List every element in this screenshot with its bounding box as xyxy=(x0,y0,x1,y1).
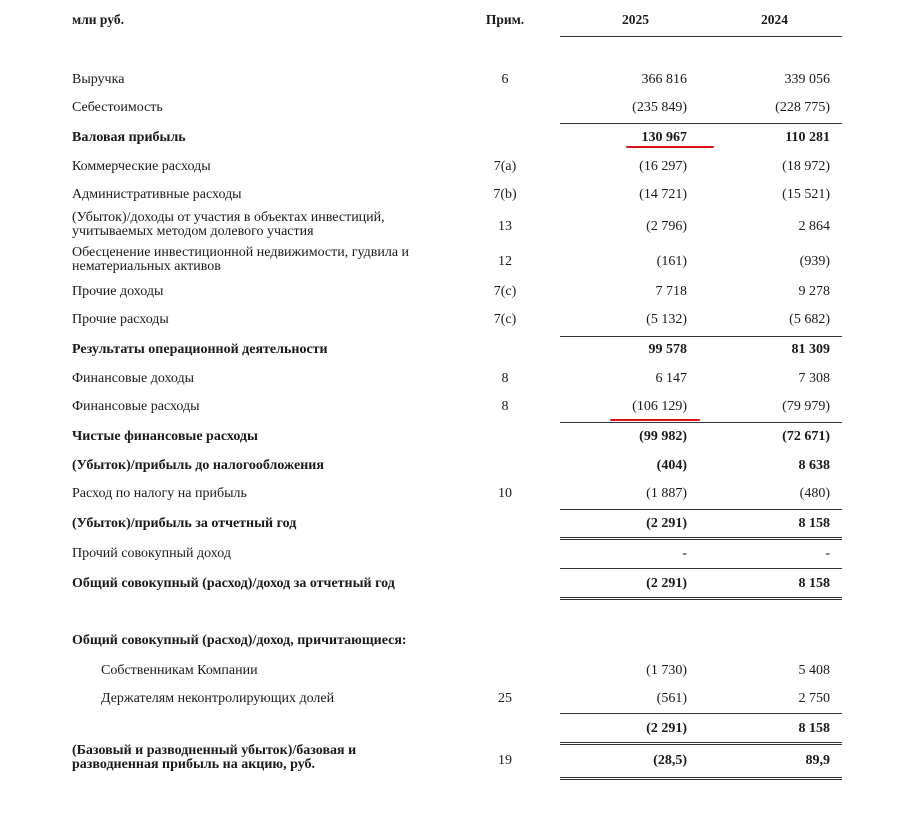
value-2024: 2 750 xyxy=(798,691,830,706)
value-2024: 81 309 xyxy=(791,342,830,357)
value-2024: 5 408 xyxy=(798,663,830,678)
row-label: Прочие доходы xyxy=(72,284,164,299)
row-label: Финансовые расходы xyxy=(72,399,200,414)
value-2024: 89,9 xyxy=(805,753,830,768)
value-2024: 110 281 xyxy=(785,130,830,145)
row-note: 7(c) xyxy=(493,284,517,299)
subtotal-rule xyxy=(560,336,842,337)
value-2025: 7 718 xyxy=(655,284,687,299)
row-note: 8 xyxy=(501,371,509,386)
value-2025: (235 849) xyxy=(632,100,687,115)
value-2024: (15 521) xyxy=(782,187,830,202)
double-rule xyxy=(560,597,842,600)
row-note: 7(b) xyxy=(493,187,517,202)
value-2025: (28,5) xyxy=(653,753,687,768)
table-row-other-comprehensive-income xyxy=(0,546,899,566)
double-rule xyxy=(560,537,842,540)
value-2024: - xyxy=(825,546,830,561)
value-2024: (480) xyxy=(799,486,830,501)
row-label: (Убыток)/прибыль до налогообложения xyxy=(72,458,324,473)
row-label-line-1: (Базовый и разводненный убыток)/базовая и xyxy=(72,743,357,758)
value-2024: 8 158 xyxy=(798,721,830,736)
value-2025: (1 887) xyxy=(646,486,687,501)
table-row-cost xyxy=(0,100,899,120)
row-label-line-1: (Убыток)/доходы от участия в объектах инвестиций, xyxy=(72,210,385,225)
row-label: Собственникам Компании xyxy=(101,663,258,678)
value-2025: (561) xyxy=(656,691,687,706)
value-2024: (79 979) xyxy=(782,399,830,414)
subtotal-rule xyxy=(560,568,842,569)
value-2025: (2 796) xyxy=(646,219,687,234)
subtotal-rule xyxy=(560,123,842,124)
value-2025: 130 967 xyxy=(641,130,687,145)
value-2024: 8 638 xyxy=(798,458,830,473)
row-label: Себестоимость xyxy=(72,100,163,115)
value-2025: (99 982) xyxy=(639,429,687,444)
value-2025: - xyxy=(682,546,687,561)
value-2025: (2 291) xyxy=(646,516,687,531)
table-row-owners xyxy=(0,663,899,683)
subtotal-rule xyxy=(560,422,842,423)
table-row-selling-expenses xyxy=(0,159,899,179)
row-label: Выручка xyxy=(72,72,125,87)
value-2024: (228 775) xyxy=(775,100,830,115)
value-2025: 6 147 xyxy=(655,371,687,386)
value-2024: (939) xyxy=(799,254,830,269)
row-label: Результаты операционной деятельности xyxy=(72,342,328,357)
table-row-total-comprehensive xyxy=(0,576,899,596)
red-underline-highlight xyxy=(610,419,700,421)
value-2024: 2 864 xyxy=(798,219,830,234)
value-2025: (1 730) xyxy=(646,663,687,678)
row-label xyxy=(72,211,472,239)
subtotal-rule xyxy=(560,509,842,510)
value-2024: 7 308 xyxy=(798,371,830,386)
table-row-finance-income xyxy=(0,371,899,391)
value-2025: (5 132) xyxy=(646,312,687,327)
table-row-pretax-result xyxy=(0,458,899,478)
value-2024: (5 682) xyxy=(789,312,830,327)
row-label xyxy=(72,246,472,274)
row-label: Держателям неконтролирующих долей xyxy=(101,691,335,706)
row-label: (Убыток)/прибыль за отчетный год xyxy=(72,516,297,531)
table-row-impairment xyxy=(0,246,899,276)
table-row-gross-profit xyxy=(0,130,899,150)
row-label-line-2: учитываемых методом долевого участия xyxy=(72,224,314,239)
table-row-other-income xyxy=(0,284,899,304)
table-row-attributable-heading xyxy=(0,633,899,653)
row-label: Административные расходы xyxy=(72,187,242,202)
row-note: 7(a) xyxy=(493,159,517,174)
value-2024: 8 158 xyxy=(798,516,830,531)
value-2025: (16 297) xyxy=(639,159,687,174)
row-label-line-1: Обесценение инвестиционной недвижимости, гудвила и xyxy=(72,245,410,260)
table-row-attributable-total xyxy=(0,721,899,741)
table-row-operating-results xyxy=(0,342,899,362)
row-note: 13 xyxy=(498,219,512,234)
row-label: Коммерческие расходы xyxy=(72,159,211,174)
row-label: Прочие расходы xyxy=(72,312,169,327)
subtotal-rule xyxy=(560,713,842,714)
table-row-year-result xyxy=(0,516,899,536)
unit-label: млн руб. xyxy=(72,12,124,27)
row-label-line-2: разводненная прибыль на акцию, руб. xyxy=(72,757,316,772)
row-label: Общий совокупный (расход)/доход, причитающиеся: xyxy=(72,633,407,648)
value-2024: (72 671) xyxy=(782,429,830,444)
year-2025-header: 2025 xyxy=(622,12,649,27)
value-2024: (18 972) xyxy=(782,159,830,174)
row-note: 12 xyxy=(498,254,512,269)
row-note: 25 xyxy=(498,691,512,706)
row-label: Валовая прибыль xyxy=(72,130,186,145)
table-row-finance-expenses xyxy=(0,399,899,419)
year-2024-header: 2024 xyxy=(761,12,788,27)
value-2025: (2 291) xyxy=(646,721,687,736)
table-row-income-tax xyxy=(0,486,899,506)
value-2024: 9 278 xyxy=(798,284,830,299)
value-2024: 339 056 xyxy=(784,72,830,87)
note-column-header: Прим. xyxy=(485,12,525,27)
double-rule xyxy=(560,777,842,780)
table-row-admin-expenses xyxy=(0,187,899,207)
table-row-equity-investments xyxy=(0,211,899,241)
table-row-revenue xyxy=(0,72,899,92)
value-2025: 366 816 xyxy=(641,72,687,87)
value-2025: (2 291) xyxy=(646,576,687,591)
row-label: Прочий совокупный доход xyxy=(72,546,231,561)
row-label-line-2: нематериальных активов xyxy=(72,259,221,274)
value-2025: (404) xyxy=(656,458,687,473)
header-rule xyxy=(560,36,842,37)
row-note: 8 xyxy=(501,399,509,414)
table-header xyxy=(0,12,899,32)
row-note: 10 xyxy=(498,486,512,501)
value-2024: 8 158 xyxy=(798,576,830,591)
value-2025: (14 721) xyxy=(639,187,687,202)
row-label xyxy=(72,744,472,772)
row-label: Общий совокупный (расход)/доход за отчетный год xyxy=(72,576,395,591)
table-row-eps xyxy=(0,744,899,776)
row-note: 19 xyxy=(498,753,512,768)
row-label: Финансовые доходы xyxy=(72,371,195,386)
value-2025: (106 129) xyxy=(632,399,687,414)
row-label: Чистые финансовые расходы xyxy=(72,429,258,444)
table-row-net-finance-expenses xyxy=(0,429,899,449)
value-2025: (161) xyxy=(656,254,687,269)
row-note: 7(c) xyxy=(493,312,517,327)
row-label: Расход по налогу на прибыль xyxy=(72,486,247,501)
table-row-other-expenses xyxy=(0,312,899,332)
row-note: 6 xyxy=(501,72,509,87)
table-row-non-controlling xyxy=(0,691,899,711)
value-2025: 99 578 xyxy=(648,342,687,357)
red-underline-highlight xyxy=(626,146,714,148)
